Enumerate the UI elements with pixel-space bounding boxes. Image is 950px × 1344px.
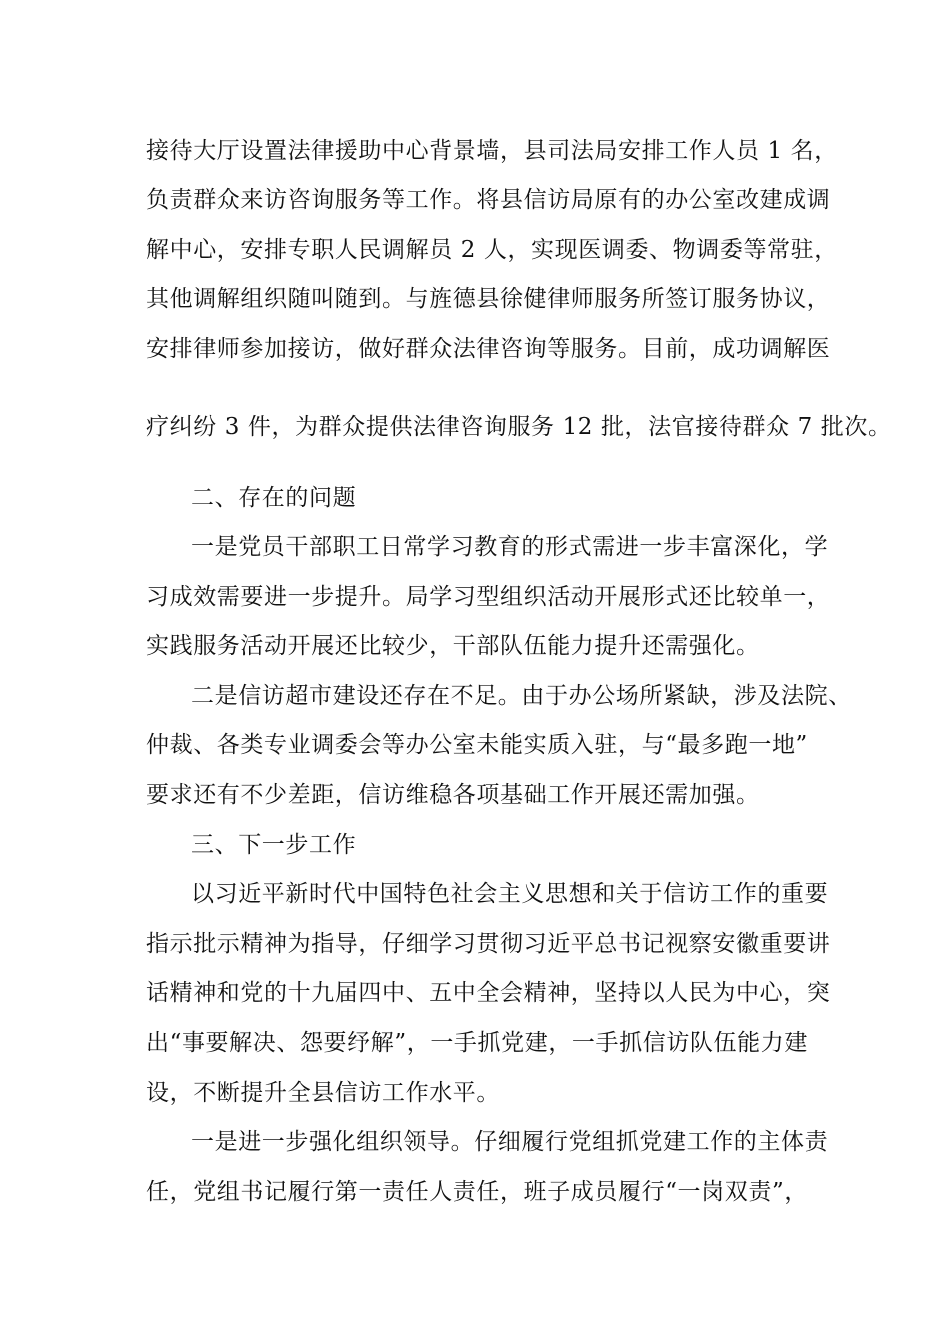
body-text-line: 安排律师参加接访，做好群众法律咨询等服务。目前，成功调解医 bbox=[146, 336, 831, 362]
paragraph-first-line: 二是信访超市建设还存在不足。由于办公场所紧缺，涉及法院、 bbox=[191, 683, 852, 709]
body-text-line: 习成效需要进一步提升。局学习型组织活动开展形式还比较单一， bbox=[146, 584, 831, 610]
body-text-line: 任，党组书记履行第一责任人责任，班子成员履行“一岗双责”， bbox=[146, 1179, 808, 1205]
body-text-line: 实践服务活动开展还比较少，干部队伍能力提升还需强化。 bbox=[146, 633, 760, 659]
body-text-line: 设，不断提升全县信访工作水平。 bbox=[146, 1080, 500, 1106]
body-text-line: 负责群众来访咨询服务等工作。将县信访局原有的办公室改建成调 bbox=[146, 187, 831, 213]
body-text-line: 话精神和党的十九届四中、五中全会精神，坚持以人民为中心，突 bbox=[146, 980, 831, 1006]
body-text-line: 疗纠纷 3 件，为群众提供法律咨询服务 12 批，法官接待群众 7 批次。 bbox=[146, 414, 892, 440]
body-text-line: 要求还有不少差距，信访维稳各项基础工作开展还需加强。 bbox=[146, 782, 760, 808]
paragraph-first-line: 以习近平新时代中国特色社会主义思想和关于信访工作的重要 bbox=[191, 881, 829, 907]
paragraph-first-line: 一是党员干部职工日常学习教育的形式需进一步丰富深化，学 bbox=[191, 534, 829, 560]
paragraph-first-line: 一是进一步强化组织领导。仔细履行党组抓党建工作的主体责 bbox=[191, 1129, 829, 1155]
body-text-line: 出“事要解决、怨要纾解”，一手抓党建，一手抓信访队伍能力建 bbox=[146, 1030, 808, 1056]
body-text-line: 仲裁、各类专业调委会等办公室未能实质入驻，与“最多跑一地” bbox=[146, 732, 808, 758]
section-heading-problems: 二、存在的问题 bbox=[191, 485, 357, 511]
body-text-line: 其他调解组织随叫随到。与旌德县徐健律师服务所签订服务协议， bbox=[146, 286, 831, 312]
body-text-line: 指示批示精神为指导，仔细学习贯彻习近平总书记视察安徽重要讲 bbox=[146, 931, 831, 957]
body-text-line: 接待大厅设置法律援助中心背景墙，县司法局安排工作人员 1 名， bbox=[146, 138, 838, 164]
body-text-line: 解中心，安排专职人民调解员 2 人，实现医调委、物调委等常驻， bbox=[146, 237, 838, 263]
section-heading-next-steps: 三、下一步工作 bbox=[191, 832, 357, 858]
